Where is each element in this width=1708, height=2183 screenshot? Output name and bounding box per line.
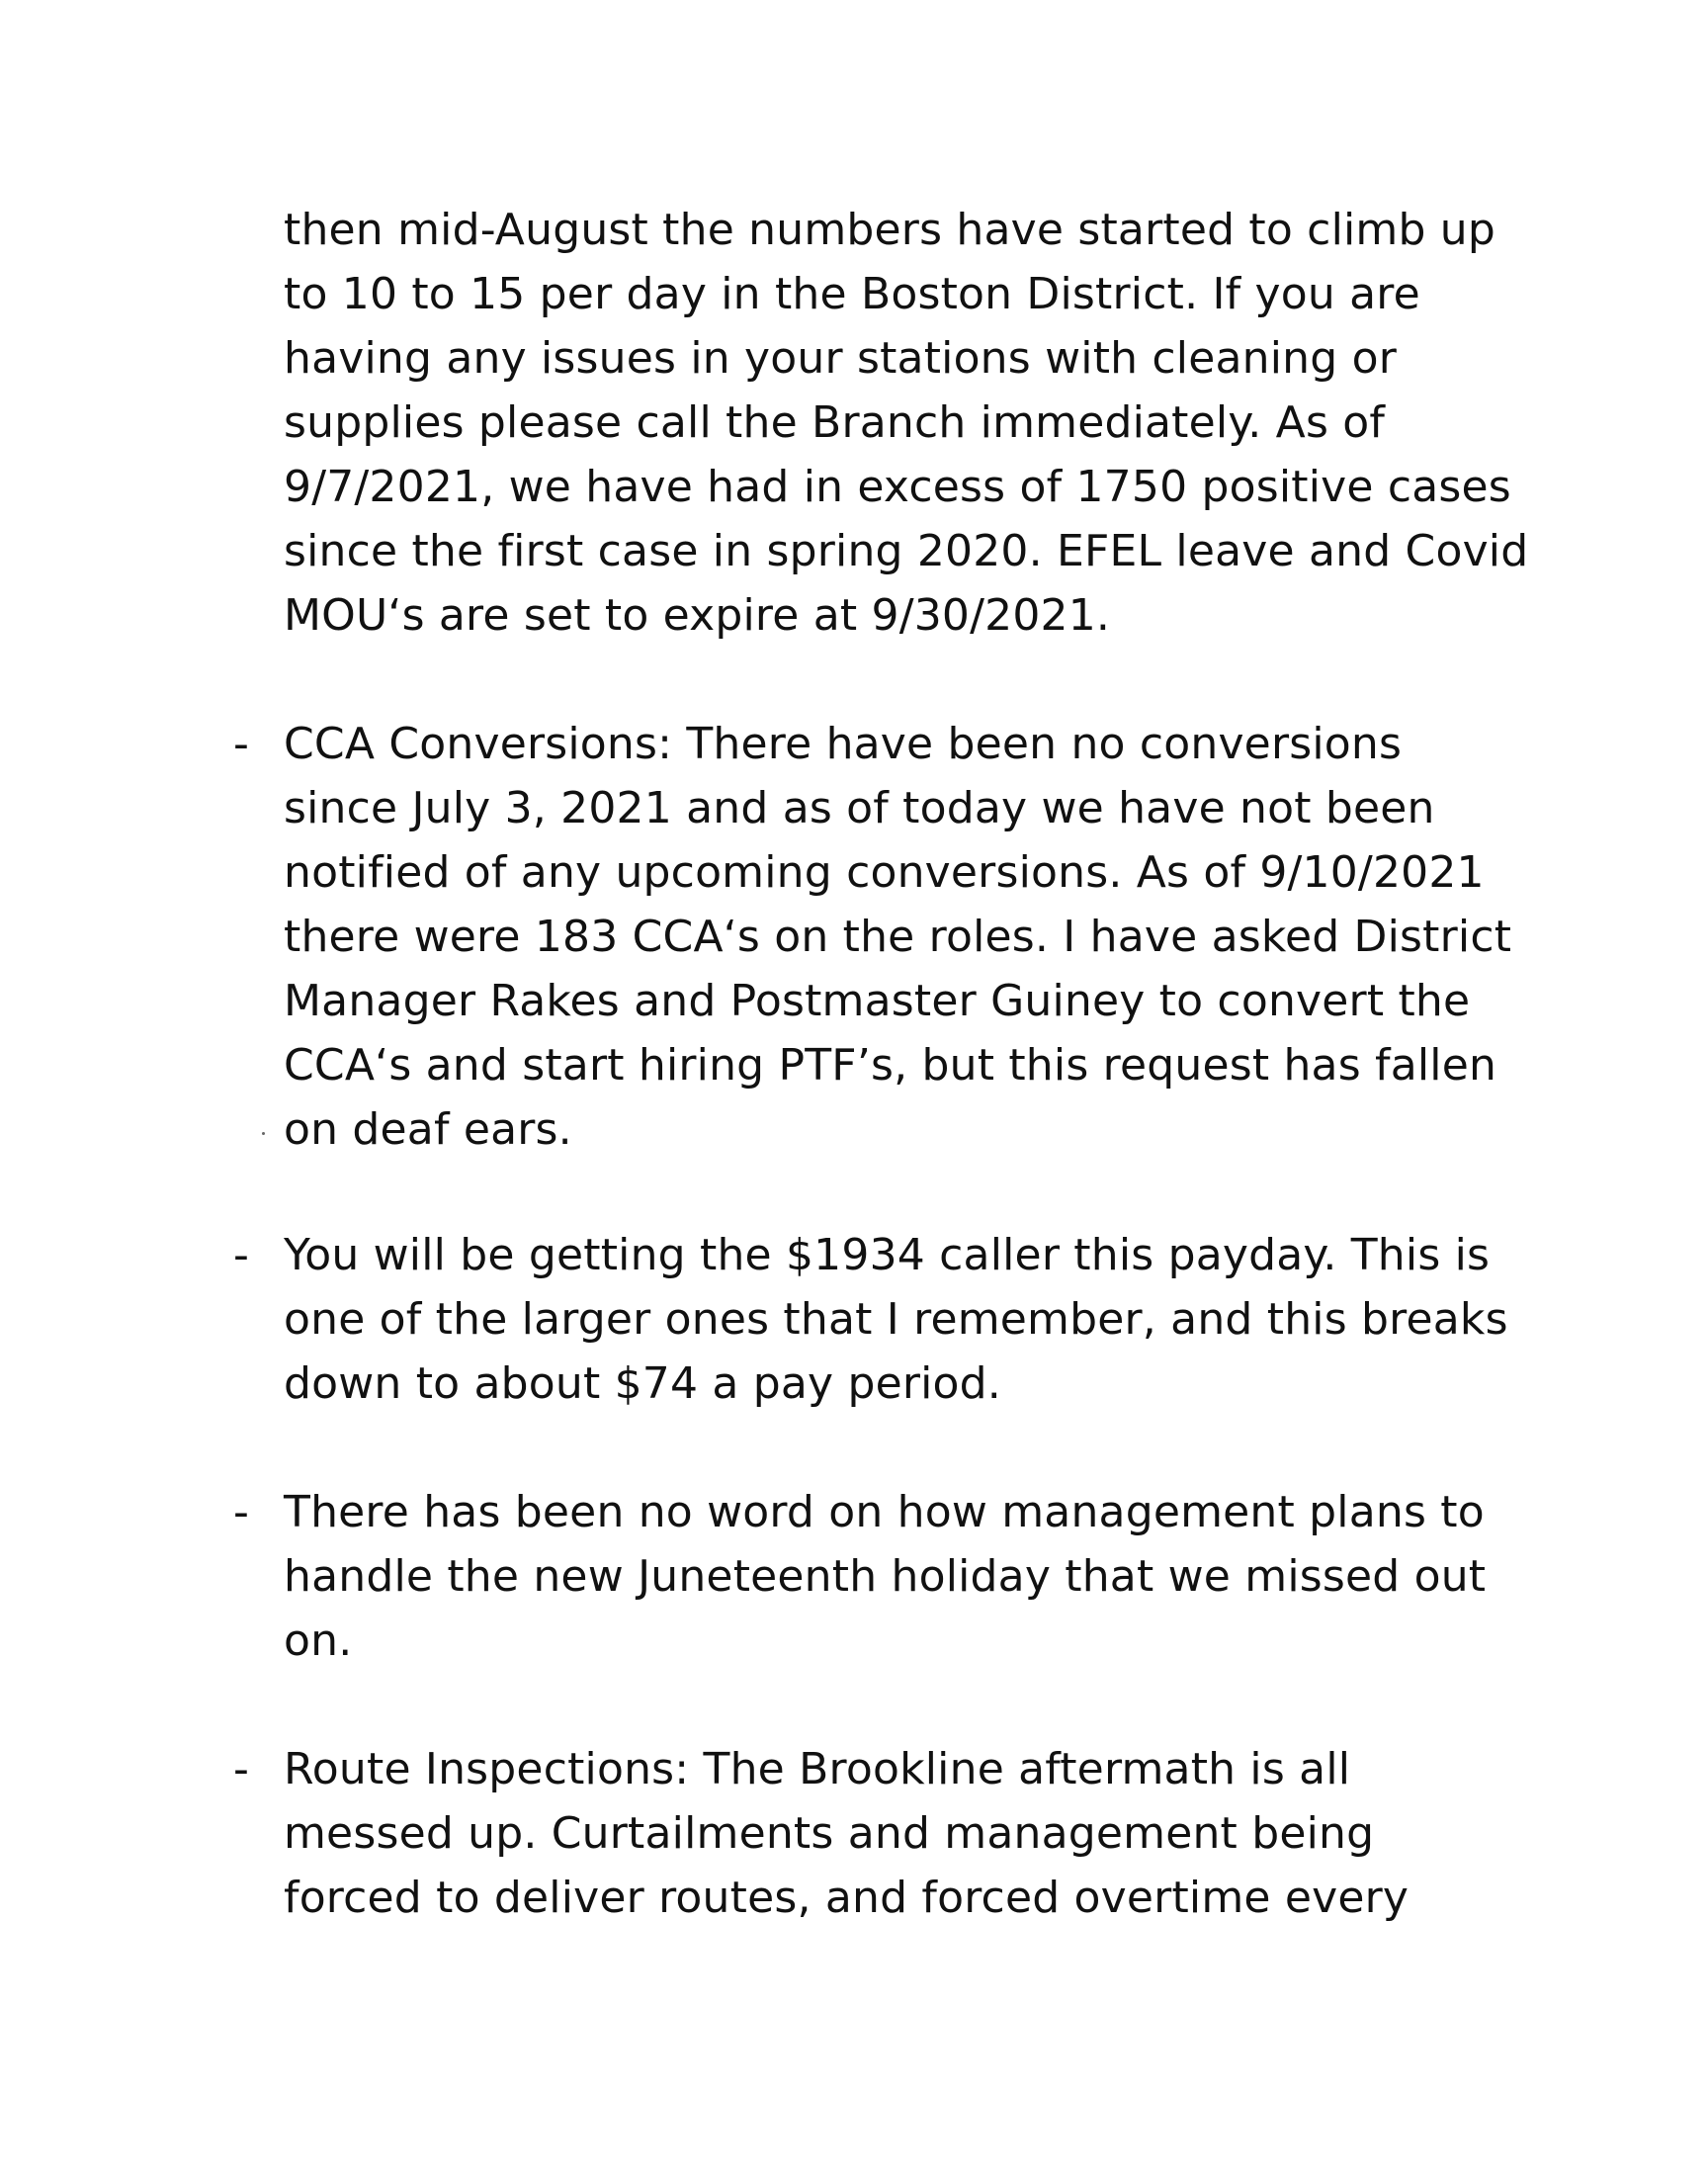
bullet-line: Manager Rakes and Postmaster Guiney to convert the [284, 976, 1471, 1026]
bullet-line: there were 183 CCA‘s on the roles. I have asked District [284, 912, 1512, 962]
intro-line: supplies please call the Branch immediately. As of [284, 397, 1386, 448]
bullet-line: on deaf ears. [284, 1104, 572, 1155]
bullet-line: There has been no word on how management plans to [284, 1487, 1485, 1537]
intro-paragraph [284, 198, 1529, 648]
bullet-line: Route Inspections: The Brookline aftermath is all [284, 1744, 1351, 1794]
bullet-line: CCA‘s and start hiring PTF’s, but this request has fallen [284, 1040, 1497, 1091]
bullet-cca-conversions [284, 712, 1512, 1162]
bullet-line: down to about $74 a pay period. [284, 1358, 1001, 1409]
bullet-line: since July 3, 2021 and as of today we have not been [284, 783, 1435, 833]
bullet-route-inspections [284, 1737, 1499, 1930]
intro-line: then mid-August the numbers have started to climb up [284, 205, 1496, 255]
bullet-line: handle the new Juneteenth holiday that we missed out [284, 1551, 1487, 1602]
bullet-line: on. [284, 1615, 353, 1666]
bullet-line: one of the larger ones that I remember, and this breaks [284, 1294, 1508, 1345]
bullet-line: forced to deliver routes, and forced overtime every [284, 1873, 1409, 1923]
intro-line: MOU‘s are set to expire at 9/30/2021. [284, 590, 1111, 641]
bullet-line: notified of any upcoming conversions. As of 9/10/2021 [284, 847, 1485, 898]
bullet-marker: - [233, 719, 249, 769]
intro-line: having any issues in your stations with cleaning or [284, 333, 1397, 384]
bullet-marker: - [233, 1230, 249, 1280]
bullet-juneteenth [284, 1480, 1499, 1673]
scan-speck [262, 1132, 265, 1135]
bullet-line: messed up. Curtailments and management being [284, 1808, 1375, 1859]
bullet-caller-payday [284, 1223, 1508, 1416]
bullet-marker: - [233, 1744, 249, 1794]
bullet-line: CCA Conversions: There have been no conversions [284, 719, 1403, 769]
intro-line: 9/7/2021, we have had in excess of 1750 positive cases [284, 462, 1511, 512]
bullet-marker: - [233, 1487, 249, 1537]
bullet-line: You will be getting the $1934 caller this payday. This is [284, 1230, 1491, 1280]
intro-line: since the first case in spring 2020. EFEL leave and Covid [284, 526, 1529, 576]
intro-line: to 10 to 15 per day in the Boston District. If you are [284, 269, 1420, 319]
